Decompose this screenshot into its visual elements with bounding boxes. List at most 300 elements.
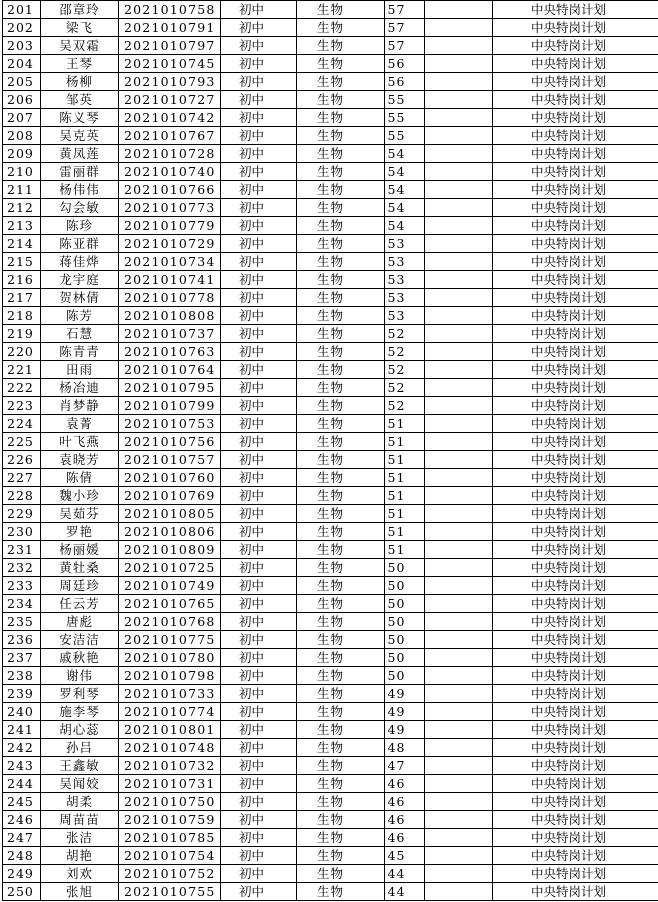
score: 51	[385, 415, 425, 433]
table-row	[3, 361, 658, 379]
school-level: 初中	[221, 253, 297, 271]
row-number: 210	[3, 163, 41, 181]
candidate-name: 张旭	[41, 883, 119, 901]
plan-name: 中央特岗计划	[493, 595, 658, 613]
school-level: 初中	[221, 865, 297, 883]
plan-name: 中央特岗计划	[493, 505, 658, 523]
blank-cell	[425, 487, 493, 505]
school-level: 初中	[221, 127, 297, 145]
plan-name: 中央特岗计划	[493, 397, 658, 415]
plan-name: 中央特岗计划	[493, 577, 658, 595]
subject: 生物	[297, 613, 385, 631]
row-number: 235	[3, 613, 41, 631]
table-row	[3, 703, 658, 721]
candidate-id: 2021010791	[119, 19, 221, 37]
school-level: 初中	[221, 379, 297, 397]
candidate-id: 2021010742	[119, 109, 221, 127]
blank-cell	[425, 271, 493, 289]
subject: 生物	[297, 721, 385, 739]
blank-cell	[425, 829, 493, 847]
candidate-id: 2021010805	[119, 505, 221, 523]
table-row	[3, 631, 658, 649]
subject: 生物	[297, 667, 385, 685]
blank-cell	[425, 55, 493, 73]
candidate-id: 2021010809	[119, 541, 221, 559]
row-number: 212	[3, 199, 41, 217]
plan-name: 中央特岗计划	[493, 55, 658, 73]
candidate-id: 2021010808	[119, 307, 221, 325]
subject: 生物	[297, 847, 385, 865]
school-level: 初中	[221, 37, 297, 55]
plan-name: 中央特岗计划	[493, 163, 658, 181]
subject: 生物	[297, 883, 385, 901]
candidate-name: 胡心蕊	[41, 721, 119, 739]
score: 51	[385, 487, 425, 505]
subject: 生物	[297, 487, 385, 505]
blank-cell	[425, 685, 493, 703]
score: 50	[385, 559, 425, 577]
subject: 生物	[297, 73, 385, 91]
candidate-name: 石慧	[41, 325, 119, 343]
subject: 生物	[297, 595, 385, 613]
plan-name: 中央特岗计划	[493, 91, 658, 109]
candidate-name: 吴双霜	[41, 37, 119, 55]
blank-cell	[425, 703, 493, 721]
table-row	[3, 163, 658, 181]
score: 54	[385, 163, 425, 181]
school-level: 初中	[221, 703, 297, 721]
candidate-id: 2021010793	[119, 73, 221, 91]
table-row	[3, 649, 658, 667]
score: 56	[385, 73, 425, 91]
row-number: 242	[3, 739, 41, 757]
subject: 生物	[297, 361, 385, 379]
table-row	[3, 109, 658, 127]
table-row	[3, 127, 658, 145]
candidate-id: 2021010780	[119, 649, 221, 667]
school-level: 初中	[221, 91, 297, 109]
plan-name: 中央特岗计划	[493, 253, 658, 271]
subject: 生物	[297, 685, 385, 703]
blank-cell	[425, 559, 493, 577]
plan-name: 中央特岗计划	[493, 145, 658, 163]
candidate-id: 2021010765	[119, 595, 221, 613]
school-level: 初中	[221, 505, 297, 523]
plan-name: 中央特岗计划	[493, 451, 658, 469]
candidate-id: 2021010750	[119, 793, 221, 811]
school-level: 初中	[221, 685, 297, 703]
candidate-name: 龙宇庭	[41, 271, 119, 289]
plan-name: 中央特岗计划	[493, 631, 658, 649]
score: 57	[385, 37, 425, 55]
score: 44	[385, 865, 425, 883]
school-level: 初中	[221, 55, 297, 73]
candidate-id: 2021010797	[119, 37, 221, 55]
school-level: 初中	[221, 559, 297, 577]
blank-cell	[425, 505, 493, 523]
score: 49	[385, 721, 425, 739]
candidate-name: 孙吕	[41, 739, 119, 757]
school-level: 初中	[221, 523, 297, 541]
candidate-id: 2021010754	[119, 847, 221, 865]
subject: 生物	[297, 559, 385, 577]
school-level: 初中	[221, 343, 297, 361]
row-number: 216	[3, 271, 41, 289]
row-number: 205	[3, 73, 41, 91]
plan-name: 中央特岗计划	[493, 127, 658, 145]
plan-name: 中央特岗计划	[493, 487, 658, 505]
score: 53	[385, 271, 425, 289]
plan-name: 中央特岗计划	[493, 649, 658, 667]
candidate-name: 胡柔	[41, 793, 119, 811]
blank-cell	[425, 523, 493, 541]
subject: 生物	[297, 253, 385, 271]
blank-cell	[425, 199, 493, 217]
row-number: 232	[3, 559, 41, 577]
score: 57	[385, 1, 425, 19]
blank-cell	[425, 847, 493, 865]
candidate-id: 2021010764	[119, 361, 221, 379]
score: 53	[385, 253, 425, 271]
blank-cell	[425, 595, 493, 613]
score: 55	[385, 109, 425, 127]
score: 51	[385, 541, 425, 559]
blank-cell	[425, 415, 493, 433]
blank-cell	[425, 649, 493, 667]
candidate-name: 吴闻姣	[41, 775, 119, 793]
table-row	[3, 505, 658, 523]
candidate-name: 陈倩	[41, 469, 119, 487]
plan-name: 中央特岗计划	[493, 235, 658, 253]
plan-name: 中央特岗计划	[493, 469, 658, 487]
candidate-id: 2021010798	[119, 667, 221, 685]
table-row	[3, 55, 658, 73]
candidate-name: 勾会敏	[41, 199, 119, 217]
school-level: 初中	[221, 181, 297, 199]
candidate-name: 张洁	[41, 829, 119, 847]
subject: 生物	[297, 343, 385, 361]
table-row	[3, 451, 658, 469]
subject: 生物	[297, 829, 385, 847]
score: 50	[385, 613, 425, 631]
school-level: 初中	[221, 847, 297, 865]
subject: 生物	[297, 127, 385, 145]
candidate-name: 杨柳	[41, 73, 119, 91]
subject: 生物	[297, 757, 385, 775]
table-row	[3, 145, 658, 163]
candidate-name: 陈珍	[41, 217, 119, 235]
row-number: 229	[3, 505, 41, 523]
score: 54	[385, 199, 425, 217]
candidate-name: 安洁洁	[41, 631, 119, 649]
candidate-id: 2021010795	[119, 379, 221, 397]
table-row	[3, 847, 658, 865]
row-number: 244	[3, 775, 41, 793]
subject: 生物	[297, 109, 385, 127]
blank-cell	[425, 541, 493, 559]
school-level: 初中	[221, 451, 297, 469]
plan-name: 中央特岗计划	[493, 325, 658, 343]
candidate-id: 2021010768	[119, 613, 221, 631]
subject: 生物	[297, 37, 385, 55]
subject: 生物	[297, 811, 385, 829]
blank-cell	[425, 325, 493, 343]
subject: 生物	[297, 577, 385, 595]
blank-cell	[425, 451, 493, 469]
table-row	[3, 595, 658, 613]
plan-name: 中央特岗计划	[493, 739, 658, 757]
plan-name: 中央特岗计划	[493, 865, 658, 883]
school-level: 初中	[221, 487, 297, 505]
score: 52	[385, 325, 425, 343]
row-number: 246	[3, 811, 41, 829]
school-level: 初中	[221, 577, 297, 595]
score: 49	[385, 703, 425, 721]
row-number: 230	[3, 523, 41, 541]
candidate-id: 2021010760	[119, 469, 221, 487]
score: 51	[385, 469, 425, 487]
table-row	[3, 469, 658, 487]
score: 52	[385, 379, 425, 397]
score: 51	[385, 451, 425, 469]
candidate-id: 2021010755	[119, 883, 221, 901]
row-number: 241	[3, 721, 41, 739]
subject: 生物	[297, 289, 385, 307]
candidate-id: 2021010752	[119, 865, 221, 883]
table-row	[3, 271, 658, 289]
school-level: 初中	[221, 667, 297, 685]
school-level: 初中	[221, 775, 297, 793]
school-level: 初中	[221, 361, 297, 379]
plan-name: 中央特岗计划	[493, 109, 658, 127]
row-number: 236	[3, 631, 41, 649]
candidate-name: 陈义琴	[41, 109, 119, 127]
row-number: 218	[3, 307, 41, 325]
school-level: 初中	[221, 757, 297, 775]
school-level: 初中	[221, 217, 297, 235]
candidate-id: 2021010799	[119, 397, 221, 415]
blank-cell	[425, 181, 493, 199]
candidate-id: 2021010763	[119, 343, 221, 361]
school-level: 初中	[221, 19, 297, 37]
candidate-id: 2021010725	[119, 559, 221, 577]
row-number: 217	[3, 289, 41, 307]
blank-cell	[425, 145, 493, 163]
subject: 生物	[297, 523, 385, 541]
table-row	[3, 865, 658, 883]
subject: 生物	[297, 1, 385, 19]
row-number: 204	[3, 55, 41, 73]
row-number: 206	[3, 91, 41, 109]
blank-cell	[425, 739, 493, 757]
plan-name: 中央特岗计划	[493, 793, 658, 811]
plan-name: 中央特岗计划	[493, 757, 658, 775]
row-number: 202	[3, 19, 41, 37]
score: 53	[385, 235, 425, 253]
score: 47	[385, 757, 425, 775]
blank-cell	[425, 361, 493, 379]
subject: 生物	[297, 451, 385, 469]
candidate-id: 2021010740	[119, 163, 221, 181]
candidate-id: 2021010801	[119, 721, 221, 739]
plan-name: 中央特岗计划	[493, 199, 658, 217]
score: 51	[385, 523, 425, 541]
school-level: 初中	[221, 829, 297, 847]
score: 54	[385, 217, 425, 235]
candidate-id: 2021010727	[119, 91, 221, 109]
blank-cell	[425, 127, 493, 145]
candidate-id: 2021010741	[119, 271, 221, 289]
school-level: 初中	[221, 73, 297, 91]
candidate-name: 吴克英	[41, 127, 119, 145]
row-number: 237	[3, 649, 41, 667]
candidate-id: 2021010734	[119, 253, 221, 271]
candidate-name: 黄凤莲	[41, 145, 119, 163]
subject: 生物	[297, 433, 385, 451]
row-number: 228	[3, 487, 41, 505]
candidate-name: 罗利琴	[41, 685, 119, 703]
row-number: 248	[3, 847, 41, 865]
score: 54	[385, 181, 425, 199]
row-number: 240	[3, 703, 41, 721]
candidate-name: 杨丽媛	[41, 541, 119, 559]
candidate-name: 吴茹芬	[41, 505, 119, 523]
candidate-name: 梁飞	[41, 19, 119, 37]
blank-cell	[425, 163, 493, 181]
row-number: 247	[3, 829, 41, 847]
candidate-name: 袁晓芳	[41, 451, 119, 469]
row-number: 214	[3, 235, 41, 253]
table-row	[3, 721, 658, 739]
candidate-id: 2021010778	[119, 289, 221, 307]
score: 50	[385, 577, 425, 595]
candidate-name: 王琴	[41, 55, 119, 73]
table-row	[3, 73, 658, 91]
table-row	[3, 379, 658, 397]
blank-cell	[425, 253, 493, 271]
row-number: 238	[3, 667, 41, 685]
row-number: 207	[3, 109, 41, 127]
candidate-name: 雷丽群	[41, 163, 119, 181]
school-level: 初中	[221, 289, 297, 307]
school-level: 初中	[221, 613, 297, 631]
school-level: 初中	[221, 199, 297, 217]
score: 50	[385, 667, 425, 685]
candidate-id: 2021010766	[119, 181, 221, 199]
blank-cell	[425, 37, 493, 55]
school-level: 初中	[221, 109, 297, 127]
candidate-id: 2021010756	[119, 433, 221, 451]
row-number: 219	[3, 325, 41, 343]
subject: 生物	[297, 181, 385, 199]
school-level: 初中	[221, 1, 297, 19]
subject: 生物	[297, 145, 385, 163]
subject: 生物	[297, 415, 385, 433]
subject: 生物	[297, 739, 385, 757]
row-number: 224	[3, 415, 41, 433]
blank-cell	[425, 883, 493, 901]
plan-name: 中央特岗计划	[493, 37, 658, 55]
results-table	[2, 0, 658, 901]
blank-cell	[425, 793, 493, 811]
score: 46	[385, 793, 425, 811]
blank-cell	[425, 289, 493, 307]
candidate-name: 陈亚群	[41, 235, 119, 253]
blank-cell	[425, 397, 493, 415]
table-row	[3, 811, 658, 829]
subject: 生物	[297, 793, 385, 811]
candidate-id: 2021010729	[119, 235, 221, 253]
candidate-id: 2021010733	[119, 685, 221, 703]
row-number: 201	[3, 1, 41, 19]
subject: 生物	[297, 379, 385, 397]
subject: 生物	[297, 163, 385, 181]
plan-name: 中央特岗计划	[493, 307, 658, 325]
row-number: 249	[3, 865, 41, 883]
candidate-id: 2021010753	[119, 415, 221, 433]
table-row	[3, 19, 658, 37]
score: 46	[385, 811, 425, 829]
blank-cell	[425, 613, 493, 631]
blank-cell	[425, 865, 493, 883]
plan-name: 中央特岗计划	[493, 217, 658, 235]
plan-name: 中央特岗计划	[493, 361, 658, 379]
table-row	[3, 613, 658, 631]
score: 45	[385, 847, 425, 865]
subject: 生物	[297, 865, 385, 883]
row-number: 243	[3, 757, 41, 775]
blank-cell	[425, 811, 493, 829]
plan-name: 中央特岗计划	[493, 703, 658, 721]
candidate-id: 2021010759	[119, 811, 221, 829]
plan-name: 中央特岗计划	[493, 721, 658, 739]
score: 46	[385, 829, 425, 847]
candidate-id: 2021010749	[119, 577, 221, 595]
score: 50	[385, 631, 425, 649]
table-row	[3, 667, 658, 685]
subject: 生物	[297, 325, 385, 343]
candidate-id: 2021010758	[119, 1, 221, 19]
plan-name: 中央特岗计划	[493, 19, 658, 37]
score: 46	[385, 775, 425, 793]
score: 48	[385, 739, 425, 757]
school-level: 初中	[221, 739, 297, 757]
candidate-id: 2021010767	[119, 127, 221, 145]
score: 54	[385, 145, 425, 163]
row-number: 226	[3, 451, 41, 469]
subject: 生物	[297, 199, 385, 217]
school-level: 初中	[221, 415, 297, 433]
score: 57	[385, 19, 425, 37]
subject: 生物	[297, 235, 385, 253]
candidate-name: 肖梦静	[41, 397, 119, 415]
row-number: 231	[3, 541, 41, 559]
plan-name: 中央特岗计划	[493, 379, 658, 397]
table-row	[3, 37, 658, 55]
table-row	[3, 199, 658, 217]
row-number: 234	[3, 595, 41, 613]
table-body	[3, 1, 658, 901]
candidate-name: 罗艳	[41, 523, 119, 541]
blank-cell	[425, 307, 493, 325]
table-row	[3, 397, 658, 415]
school-level: 初中	[221, 631, 297, 649]
row-number: 222	[3, 379, 41, 397]
table-row	[3, 325, 658, 343]
score: 52	[385, 361, 425, 379]
score: 52	[385, 343, 425, 361]
candidate-id: 2021010737	[119, 325, 221, 343]
